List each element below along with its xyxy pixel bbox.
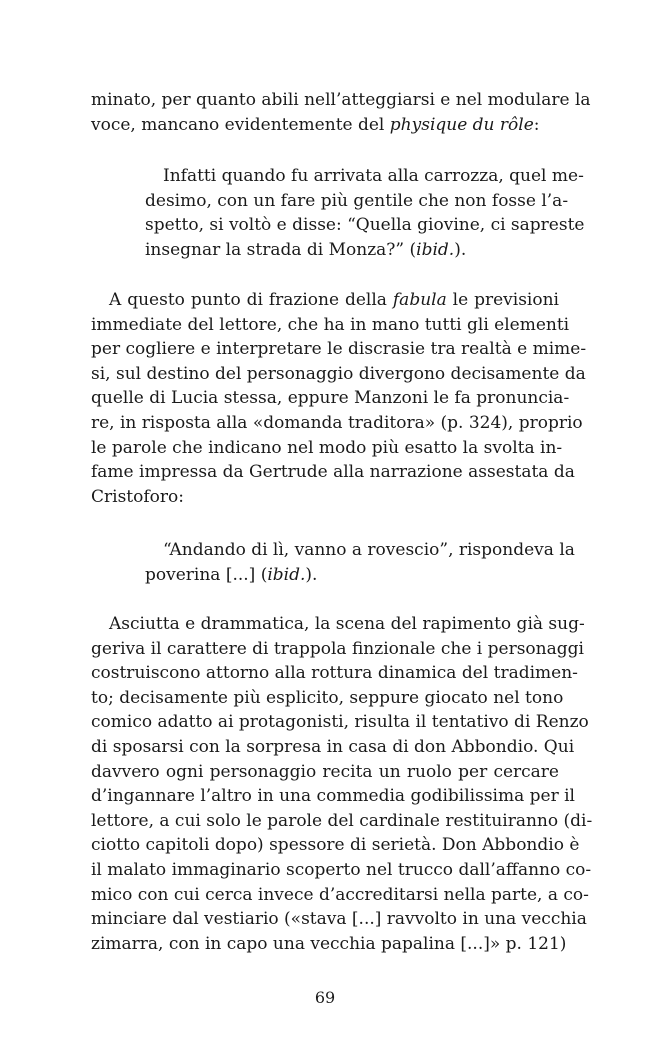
italic-reference: ibid. [416, 239, 455, 260]
text-line: quelle di Lucia stessa, eppure Manzoni le fa pronuncia- [91, 388, 570, 409]
block-quote-2 [145, 538, 575, 587]
text-line: mico con cui cerca invece d’accreditarsi nella parte, a co- [91, 884, 589, 905]
italic-reference: ibid. [267, 564, 306, 585]
text-line: immediate del lettore, che ha in mano tutti gli elementi [91, 314, 570, 335]
italic-term: physique du rôle [389, 114, 534, 135]
text-line: minciare dal vestiario («stava [...] ravvolto in una vecchia [91, 909, 587, 930]
italic-term: fabula [392, 290, 447, 310]
text-line: voce, mancano evidentemente del physique du rôle: [91, 114, 540, 135]
text-line: geriva il carattere di trappola finzionale che i personaggi [91, 638, 584, 659]
text-line: le parole che indicano nel modo più esatto la svolta in- [91, 437, 563, 458]
text-line: davvero ogni personaggio recita un ruolo per cercare [91, 761, 559, 782]
quote-line: Infatti quando fu arrivata alla carrozza, quel me- [163, 166, 584, 186]
text-line: di sposarsi con la sorpresa in casa di don Abbondio. Qui [91, 736, 575, 757]
page-number: 69 [314, 988, 336, 1007]
quote-line: insegnar la strada di Monza?” (ibid.). [145, 239, 467, 260]
text-line: re, in risposta alla «domanda traditora» (p. 324), proprio [91, 412, 583, 433]
text-line: costruiscono attorno alla rottura dinamica del tradimen- [91, 663, 578, 684]
text-line: comico adatto ai protagonisti, risulta il tentativo di Renzo [91, 712, 589, 733]
paragraph-2 [91, 288, 587, 509]
text-line: il malato immaginario scoperto nel trucco dall’affanno co- [91, 859, 592, 880]
quote-line: desimo, con un fare più gentile che non fosse l’a- [145, 190, 569, 211]
text-line: Cristoforo: [91, 486, 184, 507]
block-quote-1 [145, 164, 585, 262]
text-line: ciotto capitoli dopo) spessore di serietà. Don Abbondio è [91, 835, 580, 856]
quote-line: poverina [...] (ibid.). [145, 564, 318, 585]
paragraph-1 [91, 88, 591, 137]
text-line: per cogliere e interpretare le discrasie tra realtà e mime- [91, 339, 587, 360]
text-line: A questo punto di frazione della fabula le previsioni [109, 290, 559, 310]
text-line: d’ingannare l’altro in una commedia godibilissima per il [91, 786, 575, 807]
quote-line: spetto, si voltò e disse: “Quella giovine, ci sapreste [145, 215, 585, 236]
text-line: to; decisamente più esplicito, seppure giocato nel tono [91, 687, 564, 708]
text-line: lettore, a cui solo le parole del cardinale restituiranno (di- [91, 810, 593, 831]
quote-line: “Andando di lì, vanno a rovescio”, rispondeva la [163, 540, 575, 560]
text-line: si, sul destino del personaggio divergono decisamente da [91, 363, 586, 384]
paragraph-3 [91, 612, 593, 956]
text-line: fame impressa da Gertrude alla narrazione assestata da [91, 462, 575, 483]
text-line: Asciutta e drammatica, la scena del rapimento già sug- [109, 614, 585, 634]
text-line: zimarra, con in capo una vecchia papalina [...]» p. 121) [91, 933, 567, 954]
text-line: minato, per quanto abili nell’atteggiarsi e nel modulare la [91, 90, 591, 110]
